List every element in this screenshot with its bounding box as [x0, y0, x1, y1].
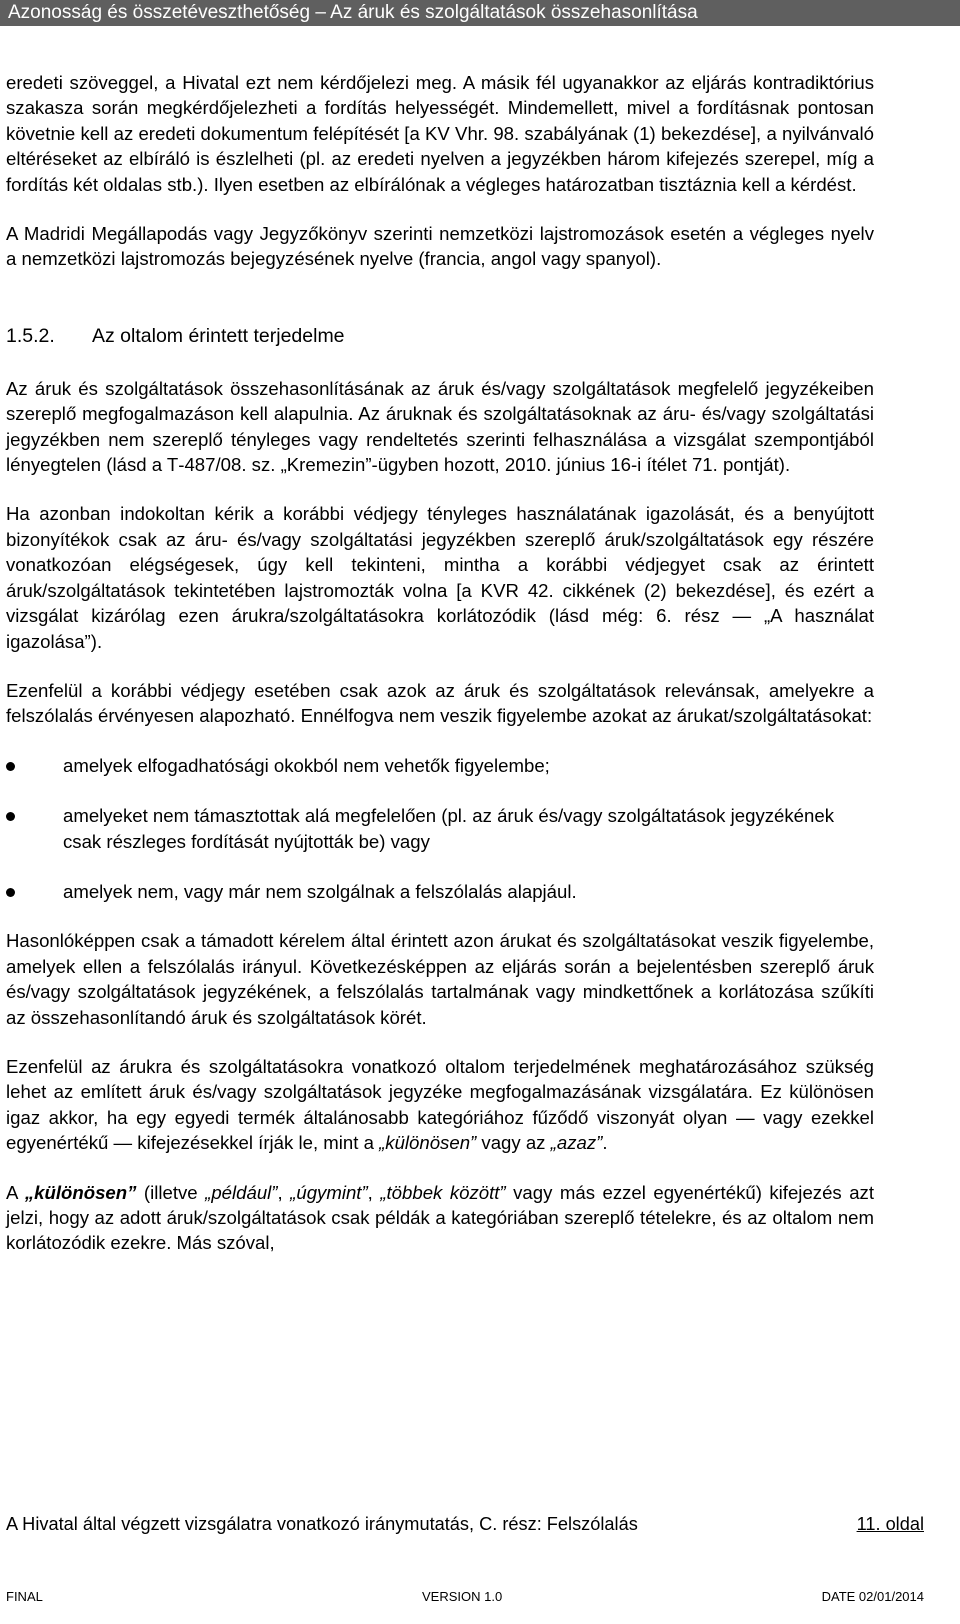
document-body [6, 70, 874, 1256]
exclusion-list [6, 753, 874, 905]
footer-document-title: A Hivatal által végzett vizsgálatra vonatkozó iránymutatás, C. rész: Felszólalás [6, 1514, 638, 1534]
paragraph-relevant-goods: Ezenfelül a korábbi védjegy esetében csak azok az áruk és szolgáltatások relevánsak, amelyekre a felszólalás érvényesen alapozható. Ennélfogva nem veszik figyelembe azokat az árukat/szolgáltatásokat: [6, 679, 874, 727]
list-item-text: amelyek nem, vagy már nem szolgálnak a felszólalás alapjául. [63, 880, 577, 902]
version-label: VERSION 1.0 [422, 1589, 503, 1604]
page-footer [6, 1512, 924, 1536]
term-azaz: „azaz” [550, 1132, 603, 1154]
term-kulonosen: „különösen” [379, 1132, 477, 1154]
paragraph-wording-examination [6, 1054, 874, 1156]
term-tobbek-kozott: „többek között” [380, 1181, 506, 1203]
term-ugymint: „úgymint” [290, 1181, 368, 1203]
list-item [6, 879, 874, 904]
section-heading [6, 324, 874, 349]
bullet-icon [6, 888, 15, 897]
bullet-icon [6, 762, 15, 771]
section-title: Az oltalom érintett terjedelme [92, 324, 345, 347]
section-number: 1.5.2. [6, 324, 55, 347]
list-item-text: amelyek elfogadhatósági okokból nem vehetők figyelembe; [63, 754, 550, 776]
paragraph-translation: eredeti szöveggel, a Hivatal ezt nem kérdőjelezi meg. A másik fél ugyanakkor az eljárás kontradiktórius szakasza során megkérdőjelezheti a fordítás helyességét. Mindemellett, mivel a fordításnak pontosan követnie kell az eredeti dokumentum felépítését [a KV Vhr. 98. szabályának (1) bekezdése], a nyilvánvaló eltéréseket az elbíráló is észlelheti (pl. az eredeti nyelven a jegyzékben három kifejezés szerepel, míg a fordítás két oldalas stb.). Ilyen esetben az elbírálónak a végleges határozatban tisztáznia kell a kérdést. [6, 72, 874, 195]
page-number: 11. oldal [856, 1514, 924, 1534]
term-kulonosen-bold: „különösen” [24, 1181, 137, 1203]
bullet-icon [6, 812, 15, 821]
paragraph-contested-application: Hasonlóképpen csak a támadott kérelem által érintett azon árukat és szolgáltatásokat veszik figyelembe, amelyek ellen a felszólalás irányul. Következésképpen az eljárás során a bejelentésben szereplő áruk és/vagy szolgáltatások jegyzékének, a felszólalás tartalmának vagy mindkettőnek a korlátozása szűkíti az összehasonlítandó áruk és szolgáltatások körét. [6, 930, 874, 1028]
list-item [6, 753, 874, 778]
text-run: , [277, 1181, 291, 1203]
paragraph-proof-of-use: Ha azonban indokoltan kérik a korábbi védjegy tényleges használatának igazolását, és a benyújtott bizonyítékok csak az áru- és/vagy szolgáltatási jegyzékben szereplő áruk/szolgáltatások egy részére vonatkozóan elégségesek, úgy kell tekinteni, mintha a korábbi védjegyet csak az érintett áruk/szolgáltatások tekintetében lajstromozták volna [a KVR 42. cikkének (2) bekezdése], és ezért a vizsgálat kizárólag ezen árukra/szolgáltatásokra korlátozódik (lásd még: 6. rész — „A használat igazolása”). [6, 503, 874, 652]
text-run: vagy az [476, 1132, 551, 1154]
date-label: DATE 02/01/2014 [821, 1589, 924, 1604]
list-item-text: amelyeket nem támasztottak alá megfelelően (pl. az áruk és/vagy szolgáltatások jegyzékének csak részleges fordítását nyújtották be) vagy [63, 805, 835, 852]
text-run: Ezenfelül az árukra és szolgáltatásokra vonatkozó oltalom terjedelmének meghatározásához szükség lehet az említett áruk és/vagy szolgáltatások jegyzéke megfogalmazásának vizsgálatára. Ez különösen igaz akkor, ha egy egyedi termék általánosabb kategóriához fűződő viszonyát olyan — vagy ezekkel egyenértékű — kifejezésekkel írják le, mint a [6, 1055, 874, 1154]
header-band [0, 0, 960, 26]
paragraph-examples [6, 1180, 874, 1256]
status-final: FINAL [6, 1589, 43, 1604]
paragraph-comparison-basis: Az áruk és szolgáltatások összehasonlításának az áruk és/vagy szolgáltatások megfelelő jegyzékeiben szereplő megfogalmazáson kell alapulnia. Az áruknak és szolgáltatásoknak az áru- és/vagy szolgáltatási jegyzékben nem szereplő tényleges vagy rendeltetés szerinti felhasználása a vizsgálat szempontjából lényegtelen (lásd a T‑487/08. sz. „Kremezin”-ügyben hozott, 2010. június 16-i ítélet 71. pontját). [6, 377, 874, 476]
text-run: A [6, 1181, 25, 1203]
text-run: vagy más ezzel egyenértékű) kifejezés azt jelzi, hogy az adott áruk/szolgáltatások csak példák a kategóriában szereplő tételekre, és az oltalom nem korlátozódik ezekre. Más szóval, [6, 1181, 875, 1254]
text-run: , [367, 1181, 381, 1203]
document-header-title: Azonosság és összetéveszthetőség – Az áruk és szolgáltatások összehasonlítása [8, 2, 698, 23]
paragraph-madrid: A Madridi Megállapodás vagy Jegyzőkönyv szerinti nemzetközi lajstromozások esetén a végleges nyelv a nemzetközi lajstromozás bejegyzésének nyelve (francia, angol vagy spanyol). [6, 223, 874, 270]
term-peldaul: „például” [205, 1181, 278, 1203]
list-item [6, 803, 874, 854]
text-run: (illetve [136, 1181, 206, 1203]
text-run: . [602, 1132, 608, 1154]
